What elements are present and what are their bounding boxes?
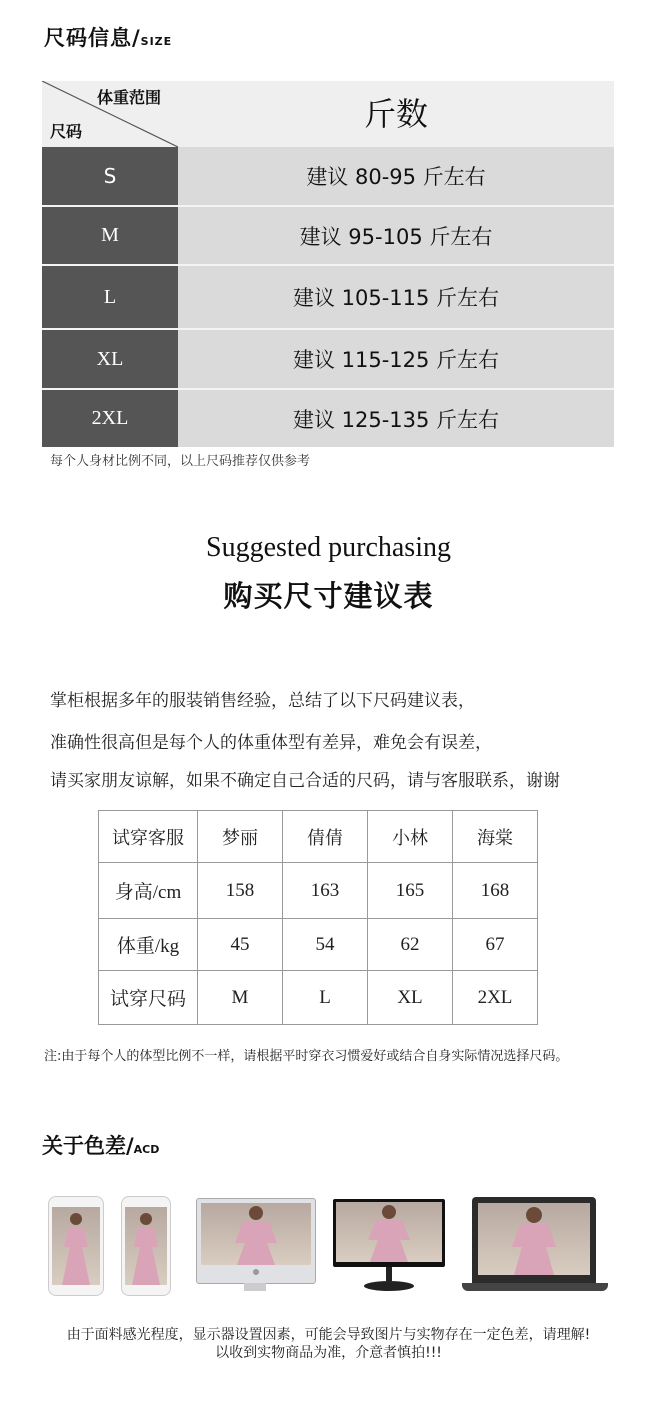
suggest-paragraph: 请买家朋友谅解，如果不确定自己合适的尺码，请与客服联系，谢谢: [50, 771, 560, 791]
size-cell: L: [42, 266, 178, 328]
size-cell: 2XL: [42, 390, 178, 447]
dress-image: [125, 1207, 167, 1285]
monitor-base-icon: [364, 1281, 414, 1291]
table-cell: 67: [453, 919, 538, 971]
table-cell: 168: [453, 863, 538, 919]
laptop-base-icon: [462, 1283, 608, 1291]
table-row: [99, 863, 538, 919]
phone-icon: [121, 1196, 171, 1296]
weight-range-cell: 建议 115-125 斤左右: [178, 330, 614, 388]
weight-range-cell: 建议 125-135 斤左右: [178, 390, 614, 447]
dress-image: [201, 1203, 311, 1265]
try-on-table: [98, 810, 538, 1025]
dress-image: [336, 1202, 442, 1262]
table-cell: 165: [368, 863, 453, 919]
weight-range-label: 体重范围: [97, 88, 162, 107]
table-cell: 体重/kg: [99, 919, 198, 971]
color-diff-subtitle: ACD: [133, 1143, 160, 1156]
imac-monitor-icon: [196, 1198, 316, 1284]
laptop-icon: [472, 1197, 596, 1283]
table-cell: 试穿客服: [99, 811, 198, 863]
size-cell: M: [42, 207, 178, 264]
suggest-title-cn: 购买尺寸建议表: [223, 579, 434, 613]
table-row: [99, 811, 538, 863]
table-cell: M: [198, 971, 283, 1025]
table-cell: XL: [368, 971, 453, 1025]
size-table-corner: [42, 81, 178, 147]
monitor-stand-icon: [244, 1283, 266, 1291]
weight-range-cell: 建议 95-105 斤左右: [178, 207, 614, 264]
table-cell: 身高/cm: [99, 863, 198, 919]
phone-screen: [125, 1207, 167, 1285]
table-cell: 小林: [368, 811, 453, 863]
size-cell: XL: [42, 330, 178, 388]
size-row: [42, 266, 614, 328]
table-cell: L: [283, 971, 368, 1025]
laptop-screen: [478, 1203, 590, 1275]
size-info-subtitle: SIZE: [140, 35, 173, 48]
color-diff-note: 以收到实物商品为准，介意者慎拍!!!: [215, 1345, 442, 1361]
size-table: [42, 81, 614, 447]
table-cell: 梦丽: [198, 811, 283, 863]
table-row: [99, 919, 538, 971]
table-cell: 45: [198, 919, 283, 971]
monitor-screen: [336, 1202, 442, 1262]
table-cell: 试穿尺码: [99, 971, 198, 1025]
color-diff-heading: [42, 1130, 159, 1160]
dress-image: [478, 1203, 590, 1275]
table-cell: 海棠: [453, 811, 538, 863]
size-info-title: 尺码信息/: [44, 26, 141, 50]
size-row: [42, 390, 614, 447]
size-table-header: [42, 81, 614, 147]
weight-range-cell: 建议 105-115 斤左右: [178, 266, 614, 328]
try-on-note: 注:由于每个人的体型比例不一样，请根据平时穿衣习惯爱好或结合自身实际情况选择尺码。: [44, 1049, 569, 1064]
color-diff-title: 关于色差/: [42, 1134, 134, 1158]
size-cell: S: [42, 147, 178, 205]
weight-range-cell: 建议 80-95 斤左右: [178, 147, 614, 205]
suggest-paragraph: 准确性很高但是每个人的体重体型有差异，难免会有误差，: [50, 733, 492, 753]
size-row: [42, 147, 614, 205]
table-row: [99, 971, 538, 1025]
monitor-stand-icon: [386, 1267, 392, 1281]
color-diff-note: 由于面料感光程度，显示器设置因素，可能会导致图片与实物存在一定色差，请理解!: [66, 1327, 591, 1343]
table-cell: 2XL: [453, 971, 538, 1025]
dress-image: [52, 1207, 100, 1285]
jin-header: 斤数: [363, 95, 428, 133]
size-info-heading: [44, 22, 172, 52]
suggest-title-en: Suggested purchasing: [206, 532, 451, 563]
table-cell: 54: [283, 919, 368, 971]
apple-logo-icon: [253, 1269, 259, 1275]
table-cell: 62: [368, 919, 453, 971]
phone-icon: [48, 1196, 104, 1296]
suggest-paragraph: 掌柜根据多年的服装销售经验，总结了以下尺码建议表，: [50, 691, 475, 711]
size-row: [42, 330, 614, 388]
monitor-screen: [201, 1203, 311, 1265]
table-cell: 倩倩: [283, 811, 368, 863]
size-note: 每个人身材比例不同，以上尺码推荐仅供参考: [50, 454, 311, 469]
size-label: 尺码: [50, 122, 83, 141]
table-cell: 163: [283, 863, 368, 919]
table-cell: 158: [198, 863, 283, 919]
desktop-monitor-icon: [333, 1199, 445, 1267]
size-row: [42, 207, 614, 264]
phone-screen: [52, 1207, 100, 1285]
